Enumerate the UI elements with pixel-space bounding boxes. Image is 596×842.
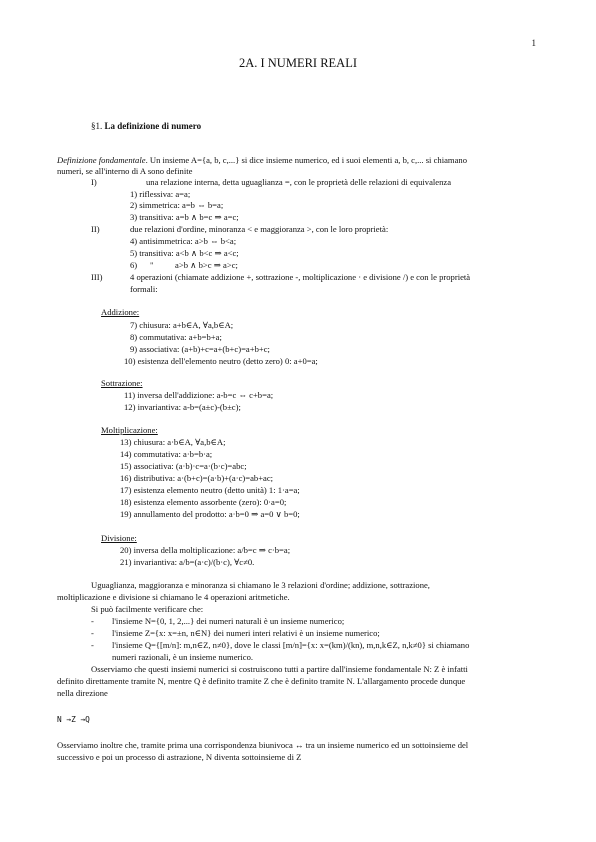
item-II-label: II)	[91, 224, 100, 234]
bullet-dash: -	[91, 640, 94, 650]
prop-12: 12) invariantiva: a-b=(a±c)-(b±c);	[124, 402, 241, 412]
bullet-interi: l'insieme Z={x: x=±n, n∈N} dei numeri interi relativi è un insieme numerico;	[112, 628, 380, 638]
prop-10: 10) esistenza dell'elemento neutro (detto zero) 0: a+0=a;	[124, 356, 318, 366]
prop-19: 19) annullamento del prodotto: a·b=0 ⇒ a=0 ∨ b=0;	[120, 509, 300, 519]
set-chain: N →Z →Q	[57, 715, 90, 724]
item-II-text: due relazioni d'ordine, minoranza < e maggioranza >, con le loro proprietà:	[130, 224, 389, 234]
bullet-naturali: l'insieme N={0, 1, 2,...} dei numeri naturali è un insieme numerico;	[112, 616, 345, 626]
prop-20: 20) inversa della moltiplicazione: a/b=c ⇒ c·b=a;	[120, 545, 291, 555]
moltiplicazione-heading: Moltiplicazione:	[101, 425, 158, 435]
bullet-razionali-1: l'insieme Q={[m/n]: m,n∈Z, n≠0}, dove le classi [m/n]={x: x=(km)/(kn), m,n,k∈Z, n,k≠0} si chiamano	[112, 640, 470, 650]
para2-line-3: nella direzione	[57, 688, 108, 698]
prop-11: 11) inversa dell'addizione: a-b=c ⇔ c+b=a;	[124, 390, 274, 400]
bullet-dash: -	[91, 616, 94, 626]
definition-line-2: numeri, se all'interno di A sono definite	[57, 166, 193, 176]
sottrazione-heading: Sottrazione:	[101, 378, 143, 388]
para3-line-2: successivo e poi un processo di astrazione, N diventa sottoinsieme di Z	[57, 752, 302, 762]
prop-21: 21) invariantiva: a/b=(a·c)/(b·c), ∀c≠0.	[120, 557, 255, 567]
prop-2: 2) simmetrica: a=b ⇔ b=a;	[130, 200, 224, 210]
prop-8: 8) commutativa: a+b=b+a;	[130, 332, 222, 342]
para1-line-1: Uguaglianza, maggioranza e minoranza si chiamano le 3 relazioni d'ordine; addizione, sottrazione,	[91, 580, 430, 590]
bullet-dash: -	[91, 628, 94, 638]
section-heading: §1. La definizione di numero	[91, 121, 202, 131]
prop-5: 5) transitiva: a<b ∧ b<c ⇒ a<c;	[130, 248, 239, 258]
item-III-text-1: 4 operazioni (chiamate addizione +, sottrazione -, moltiplicazione · e divisione /) e con le proprietà	[130, 272, 471, 282]
divisione-heading: Divisione:	[101, 533, 137, 543]
prop-14: 14) commutativa: a·b=b·a;	[120, 449, 213, 459]
page-number: 1	[531, 38, 536, 48]
para1-line-2: moltiplicazione e divisione si chiamano le 4 operazioni aritmetiche.	[57, 592, 290, 602]
para3-line-1: Osserviamo inoltre che, tramite prima una corrispondenza biunivoca ↔ tra un insieme numerico ed un sottoinsieme del	[57, 740, 469, 750]
prop-7: 7) chiusura: a+b∈A, ∀a,b∈A;	[130, 320, 234, 330]
definition-line-1: Definizione fondamentale. Un insieme A={a, b, c,...} si dice insieme numerico, ed i suoi elementi a, b, c,... si chiamano	[57, 155, 468, 165]
item-III-label: III)	[91, 272, 103, 282]
prop-13: 13) chiusura: a·b∈A, ∀a,b∈A;	[120, 437, 226, 447]
prop-15: 15) associativa: (a·b)·c=a·(b·c)=abc;	[120, 461, 247, 471]
item-I-label: I)	[91, 177, 97, 187]
prop-17: 17) esistenza elemento neutro (detto unità) 1: 1·a=a;	[120, 485, 300, 495]
prop-4: 4) antisimmetrica: a>b ⇔ b<a;	[130, 236, 237, 246]
prop-18: 18) esistenza elemento assorbente (zero): 0·a=0;	[120, 497, 287, 507]
prop-6: 6) " a>b ∧ b>c ⇒ a>c;	[130, 260, 238, 270]
prop-9: 9) associativa: (a+b)+c=a+(b+c)=a+b+c;	[130, 344, 270, 354]
item-I-text: una relazione interna, detta uguaglianza =, con le proprietà delle relazioni di equivalenza	[146, 177, 452, 187]
para2-line-1: Osserviamo che questi insiemi numerici si costruiscono tutti a partire dall'insieme fondamentale N: Z è infatti	[91, 664, 468, 674]
bullet-razionali-2: numeri razionali, è un insieme numerico.	[112, 652, 254, 662]
para2-line-2: definito direttamente tramite N, mentre Q è definito tramite Z che è definito tramite N. L'allargamento procede dunque	[57, 676, 466, 686]
addizione-heading: Addizione:	[101, 307, 140, 317]
item-III-text-2: formali:	[130, 284, 158, 294]
para1-line-3: Si può facilmente verificare che:	[91, 604, 204, 614]
page-title: 2A. I NUMERI REALI	[238, 56, 358, 70]
prop-1: 1) riflessiva: a=a;	[130, 189, 191, 199]
prop-16: 16) distributiva: a·(b+c)=(a·b)+(a·c)=ab+ac;	[120, 473, 274, 483]
prop-3: 3) transitiva: a=b ∧ b=c ⇒ a=c;	[130, 212, 239, 222]
